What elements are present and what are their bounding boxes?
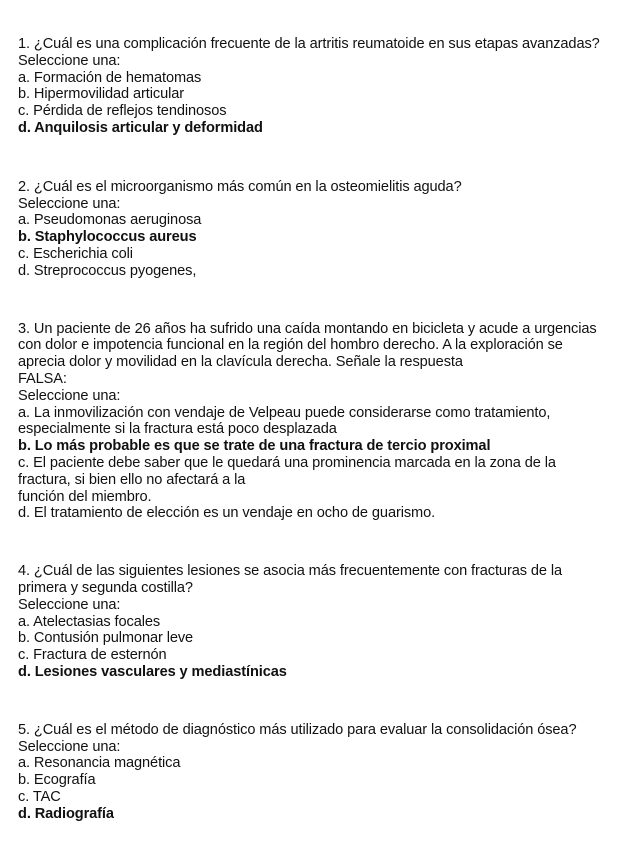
- question-4-stem-line: 4. ¿Cuál de las siguientes lesiones se asocia más frecuentemente con fracturas de la: [18, 563, 563, 580]
- question-5: [18, 722, 618, 823]
- question-4-prompt: Seleccione una:: [18, 596, 121, 613]
- question-2-option-c: c. Escherichia coli: [18, 245, 133, 262]
- question-3-stem-line: con dolor e impotencia funcional en la región del hombro derecho. A la exploración se: [18, 337, 563, 354]
- question-3-option-c-continued: función del miembro.: [18, 488, 152, 505]
- question-3-stem-line: FALSA:: [18, 370, 67, 387]
- question-3-stem-line: aprecia dolor y movilidad en la clavícula derecha. Señale la respuesta: [18, 354, 463, 371]
- question-2-option-b-correct: b. Staphylococcus aureus: [18, 229, 197, 246]
- question-2-stem: 2. ¿Cuál es el microorganismo más común en la osteomielitis aguda?: [18, 178, 462, 195]
- question-3-stem-line: 3. Un paciente de 26 años ha sufrido una caída montando en bicicleta y acude a urgencias: [18, 320, 597, 337]
- question-4-option-c: c. Fractura de esternón: [18, 647, 167, 664]
- question-2-option-a: a. Pseudomonas aeruginosa: [18, 212, 202, 229]
- question-1-prompt: Seleccione una:: [18, 52, 121, 69]
- question-4: [18, 563, 618, 681]
- question-1-option-c: c. Pérdida de reflejos tendinosos: [18, 103, 227, 120]
- question-3: [18, 321, 618, 523]
- question-4-option-a: a. Atelectasias focales: [18, 613, 161, 630]
- quiz-document: [18, 36, 618, 822]
- question-1: [18, 36, 618, 137]
- question-4-option-d-correct: d. Lesiones vasculares y mediastínicas: [18, 663, 287, 680]
- question-3-option-a-continued: especialmente si la fractura está poco desplazada: [18, 421, 337, 438]
- question-3-option-a: a. La inmovilización con vendaje de Velpeau puede considerarse como tratamiento,: [18, 404, 551, 421]
- question-3-option-c-continued: fractura, si bien ello no afectará a la: [18, 471, 246, 488]
- question-2-prompt: Seleccione una:: [18, 195, 121, 212]
- question-5-option-a: a. Resonancia magnética: [18, 755, 181, 772]
- question-4-stem-line: primera y segunda costilla?: [18, 579, 193, 596]
- question-3-prompt: Seleccione una:: [18, 387, 121, 404]
- question-2-option-d: d. Streprococcus pyogenes,: [18, 262, 197, 279]
- question-5-option-c: c. TAC: [18, 788, 61, 805]
- question-1-option-b: b. Hipermovilidad articular: [18, 86, 185, 103]
- question-5-option-d-correct: d. Radiografía: [18, 805, 114, 822]
- question-3-option-c: c. El paciente debe saber que le quedará una prominencia marcada en la zona de la: [18, 454, 556, 471]
- question-4-option-b: b. Contusión pulmonar leve: [18, 630, 194, 647]
- question-1-option-a: a. Formación de hematomas: [18, 69, 202, 86]
- question-3-option-d: d. El tratamiento de elección es un vendaje en ocho de guarismo.: [18, 505, 436, 522]
- question-5-prompt: Seleccione una:: [18, 738, 121, 755]
- question-5-option-b: b. Ecografía: [18, 772, 96, 789]
- question-1-stem: 1. ¿Cuál es una complicación frecuente de la artritis reumatoide en sus etapas avanzadas?: [18, 36, 600, 52]
- question-5-stem: 5. ¿Cuál es el método de diagnóstico más utilizado para evaluar la consolidación ósea?: [18, 721, 577, 738]
- question-1-option-d-correct: d. Anquilosis articular y deformidad: [18, 119, 263, 136]
- question-2: [18, 179, 618, 280]
- question-3-option-b-correct: b. Lo más probable es que se trate de una fractura de tercio proximal: [18, 438, 491, 455]
